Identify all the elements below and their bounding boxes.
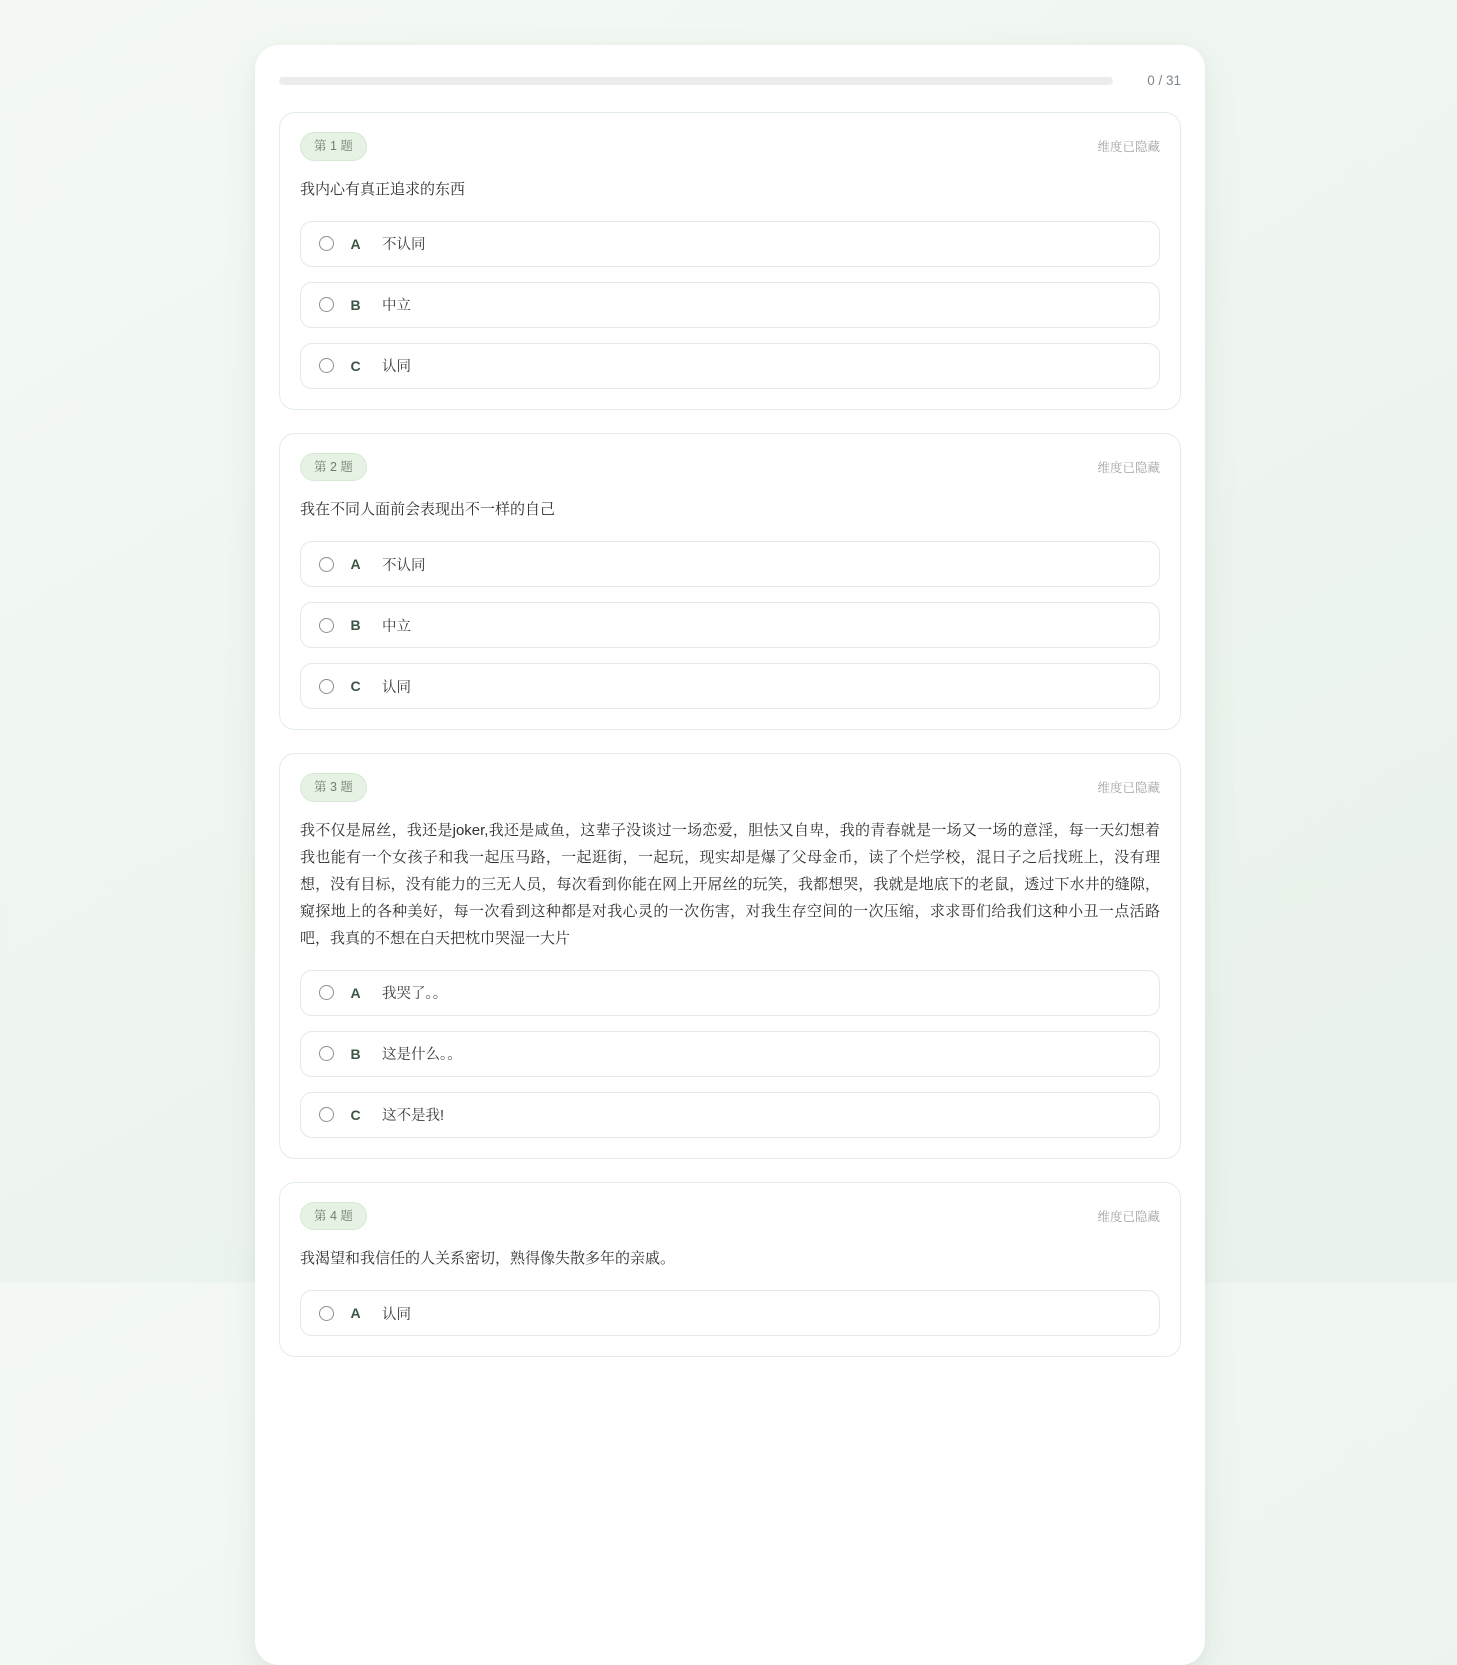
radio-icon[interactable] <box>319 618 334 633</box>
survey-container <box>255 45 1205 1665</box>
radio-icon[interactable] <box>319 236 334 251</box>
question-header <box>300 453 1160 482</box>
question-card <box>279 753 1181 1159</box>
progress-row <box>279 73 1181 88</box>
option-row[interactable] <box>300 1031 1160 1077</box>
option-text: 认同 <box>382 1306 411 1323</box>
question-number-badge: 第 2 题 <box>300 453 367 482</box>
option-list <box>300 221 1160 389</box>
option-text: 认同 <box>382 359 411 375</box>
progress-bar <box>279 77 1113 85</box>
question-card <box>279 433 1181 731</box>
option-row[interactable] <box>300 282 1160 328</box>
option-text: 不认同 <box>382 237 426 253</box>
option-letter: A <box>350 1305 361 1321</box>
radio-icon[interactable] <box>319 985 334 1000</box>
question-number-badge: 第 1 题 <box>300 132 367 161</box>
option-text: 这是什么。。 <box>382 1047 462 1063</box>
option-list <box>300 1290 1160 1336</box>
option-letter: C <box>350 678 361 694</box>
radio-icon[interactable] <box>319 297 334 312</box>
option-row[interactable] <box>300 541 1160 587</box>
question-header <box>300 1202 1160 1231</box>
question-card <box>279 112 1181 410</box>
radio-icon[interactable] <box>319 1107 334 1122</box>
option-text: 认同 <box>382 679 411 696</box>
option-letter: B <box>350 296 361 313</box>
option-letter: C <box>350 1106 361 1123</box>
question-number-badge: 第 4 题 <box>300 1202 367 1231</box>
option-row[interactable] <box>300 1092 1160 1138</box>
option-list <box>300 541 1160 709</box>
option-row[interactable] <box>300 1290 1160 1336</box>
progress-label: 0 / 31 <box>1147 73 1181 88</box>
question-header <box>300 132 1160 161</box>
option-letter: A <box>350 235 361 252</box>
question-number-badge: 第 3 题 <box>300 773 367 802</box>
option-list <box>300 970 1160 1138</box>
radio-icon[interactable] <box>319 358 334 373</box>
option-letter: A <box>350 556 361 572</box>
option-row[interactable] <box>300 970 1160 1016</box>
option-letter: C <box>350 357 361 374</box>
option-text: 不认同 <box>382 557 426 574</box>
question-card <box>279 1182 1181 1358</box>
question-list <box>279 112 1181 1357</box>
question-text: 我在不同人面前会表现出不一样的自己 <box>300 501 556 518</box>
dimension-hidden-label: 维度已隐藏 <box>1097 1209 1160 1224</box>
option-text: 中立 <box>382 618 411 635</box>
option-text: 这不是我! <box>382 1108 445 1124</box>
question-header <box>300 773 1160 802</box>
question-text: 我渴望和我信任的人关系密切，熟得像失散多年的亲戚。 <box>300 1250 676 1267</box>
radio-icon[interactable] <box>319 557 334 572</box>
dimension-hidden-label: 维度已隐藏 <box>1097 460 1160 475</box>
radio-icon[interactable] <box>319 1306 334 1321</box>
option-row[interactable] <box>300 663 1160 709</box>
option-letter: A <box>350 984 361 1001</box>
dimension-hidden-label: 维度已隐藏 <box>1097 781 1160 796</box>
option-letter: B <box>350 1045 361 1062</box>
dimension-hidden-label: 维度已隐藏 <box>1097 140 1160 155</box>
option-letter: B <box>350 617 361 633</box>
option-row[interactable] <box>300 221 1160 267</box>
radio-icon[interactable] <box>319 1046 334 1061</box>
option-text: 我哭了。。 <box>382 986 448 1002</box>
option-row[interactable] <box>300 602 1160 648</box>
question-text: 我不仅是屌丝，我还是joker,我还是咸鱼，这辈子没谈过一场恋爱，胆怯又自卑，我的青春就是一场又一场的意淫，每一天幻想着我也能有一个女孩子和我一起压马路，一起逛街，一起玩，现实却是爆了父母金币，读了个烂学校，混日子之后找班上，没有理想，没有目标，没有能力的三无人员，每次看到你能在网上开屌丝的玩笑，我都想哭，我就是地底下的老鼠，透过下水井的缝隙，窥探地上的各种美好，每一次看到这种都是对我心灵的一次伤害，对我生存空间的一次压缩，求求哥们给我们这种小丑一点活路吧，我真的不想在白天把枕巾哭湿一大片 <box>300 821 1160 947</box>
radio-icon[interactable] <box>319 679 334 694</box>
option-text: 中立 <box>382 298 411 314</box>
question-text: 我内心有真正追求的东西 <box>300 180 466 198</box>
option-row[interactable] <box>300 343 1160 389</box>
